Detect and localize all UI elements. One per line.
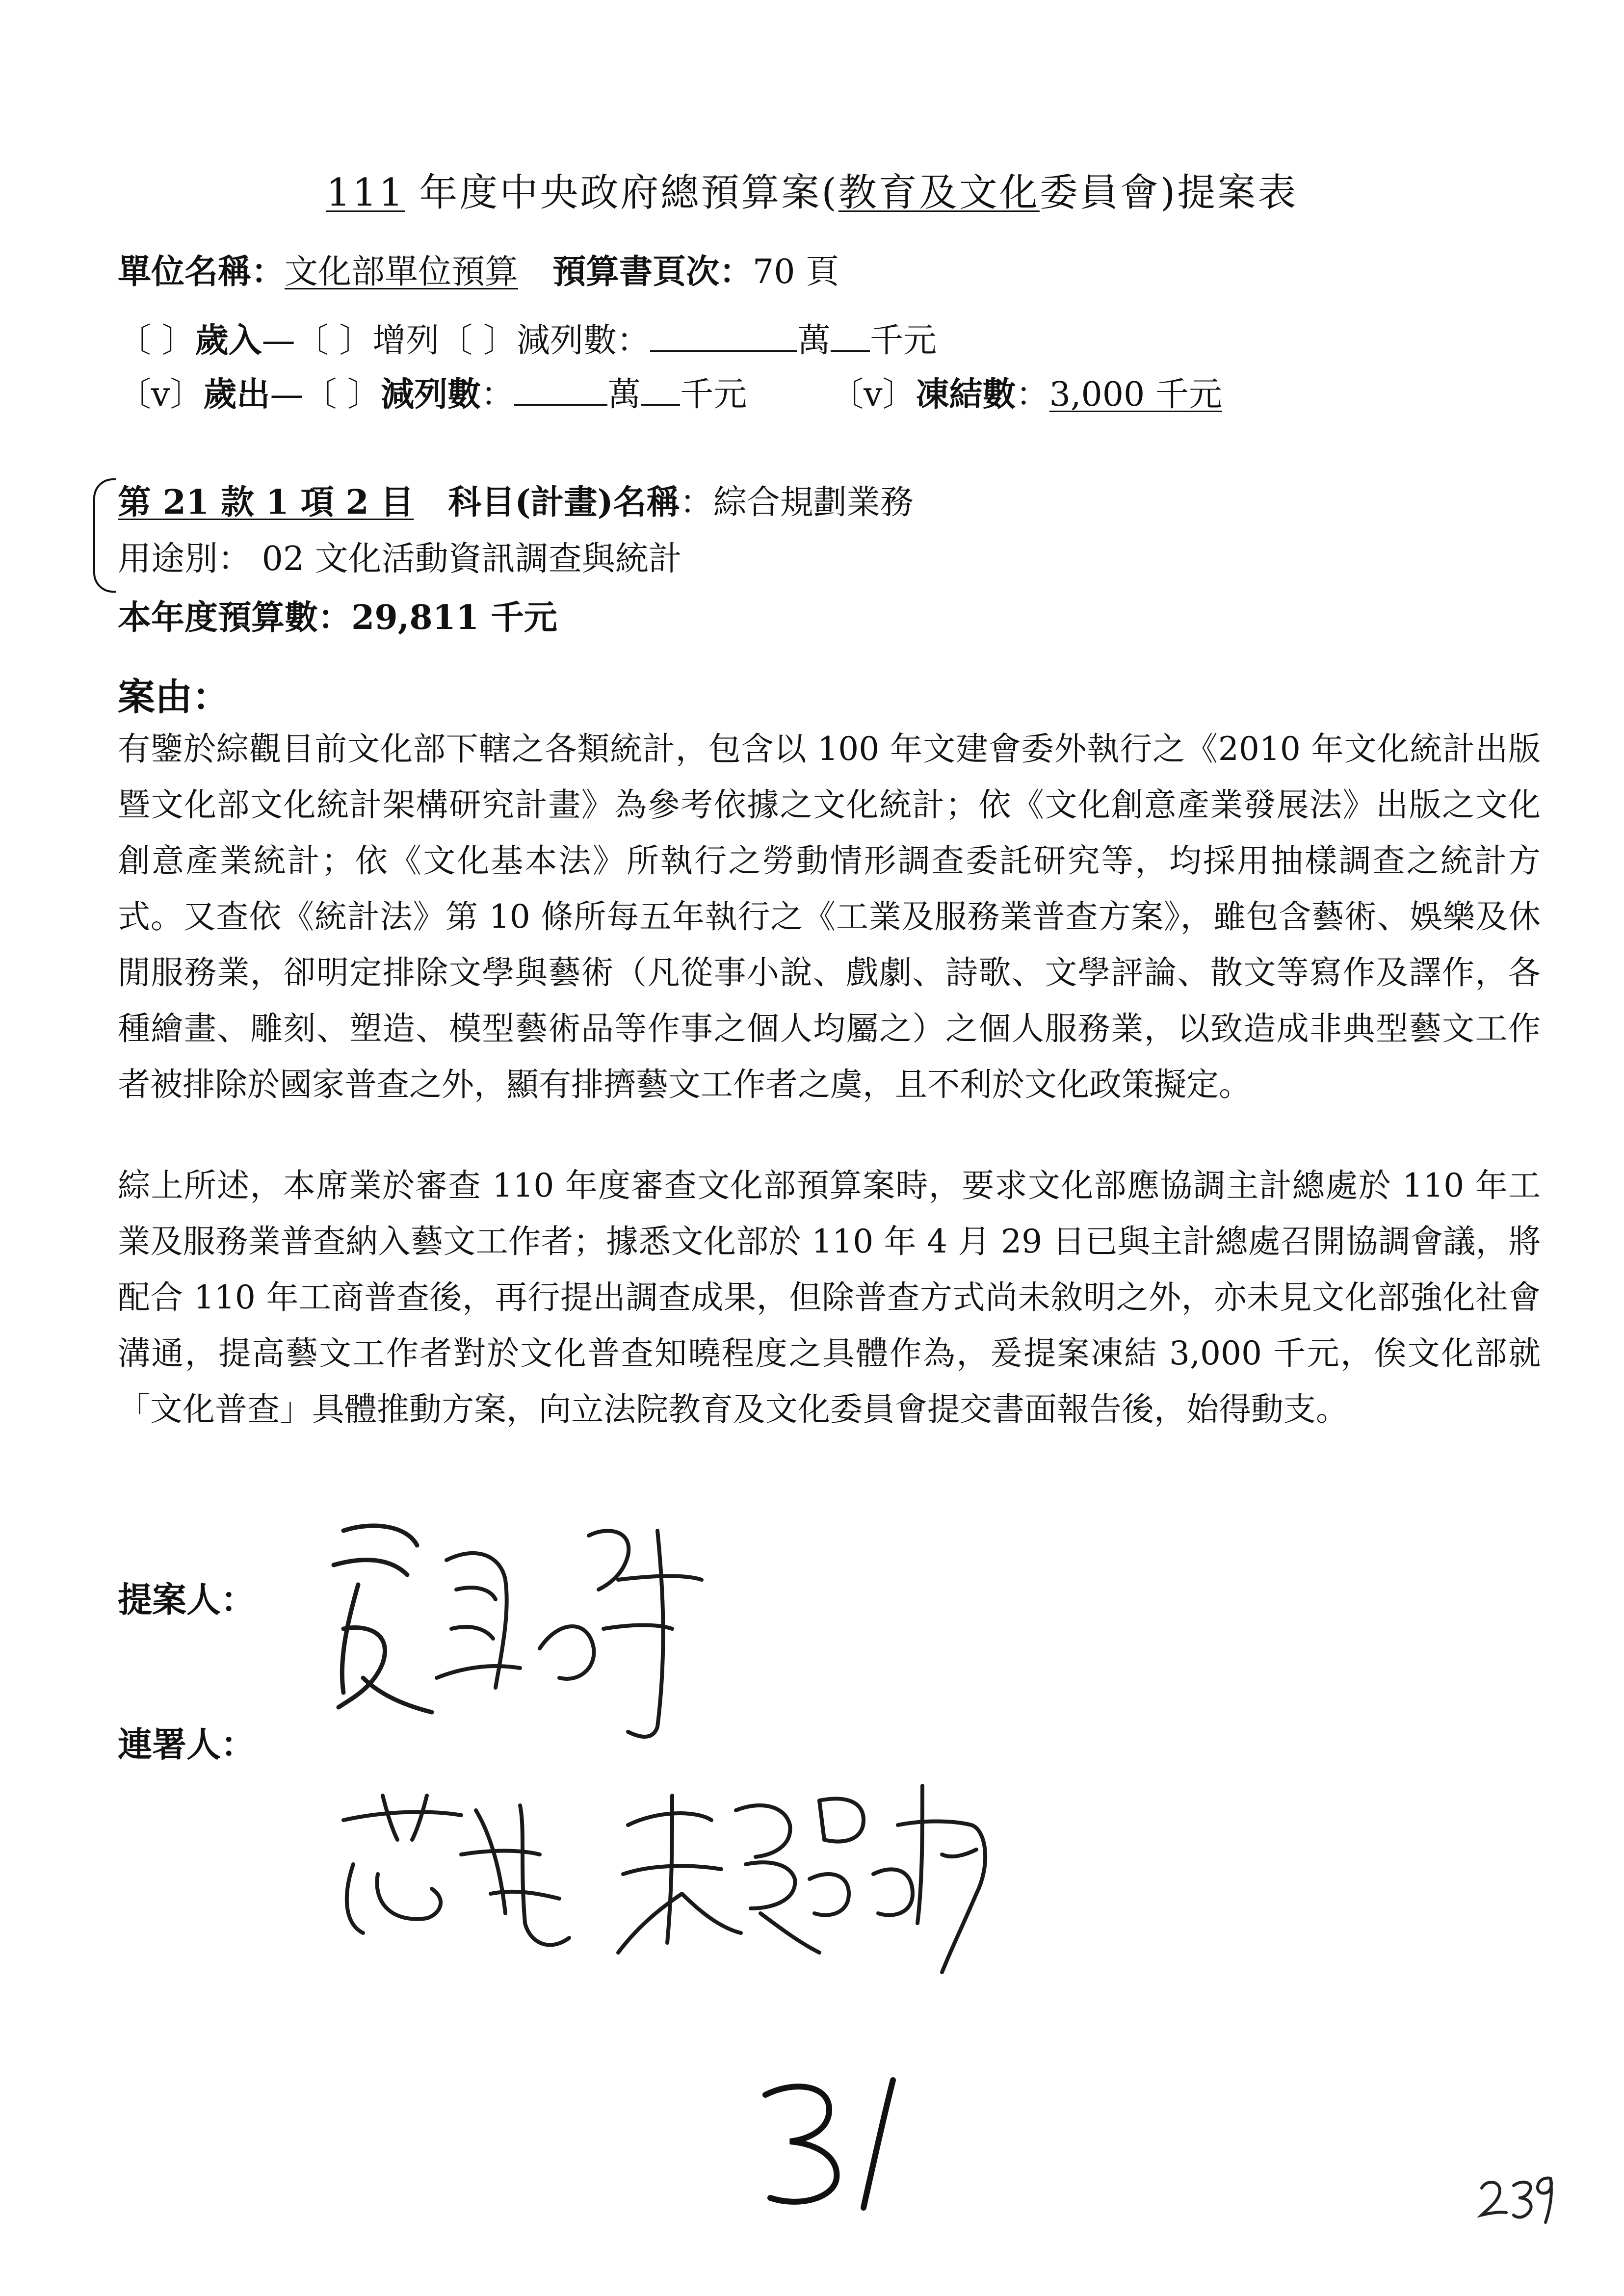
freeze-check: 〔v〕 [830,375,916,414]
revenue-decrease-check: 〔 〕 [439,321,517,360]
revenue-wan-blank [650,322,797,352]
budget-line [118,591,557,639]
unit-value: 文化部單位預算 [285,253,519,291]
revenue-dash: — [262,321,295,360]
handwritten-number-31 [756,2075,913,2215]
handwritten-page-number [1477,2159,1565,2229]
revenue-increase-check: 〔 〕 [295,321,373,360]
revenue-increase-label: 增列 [372,321,440,360]
reason-paragraph-2: 綜上所述，本席業於審查 110 年度審查文化部預算案時，要求文化部應協調主計總處於 110 年工業及服務業普查納入藝文工作者；據悉文化部於 110 年 4 月 29 日已與主計總處召開協調會議，將配合 110 年工商普查後，再行提出調查成果，但除普查方式尚未敘明之外，亦未見文化部強化社會溝通，提高藝文工作者對於文化普查知曉程度之具體作為，爰提案凍結 3,000 千元，俟文化部就「文化普查」具體推動方案，向立法院教育及文化委員會提交書面報告後，始得動支。 [118,1167,1541,1428]
freeze-value: 3,000 千元 [1049,375,1222,414]
item-code: 第 21 款 1 項 2 目 [118,483,414,522]
freeze-label: 凍結數 [916,375,1016,414]
expenditure-label: 歲出 [203,375,270,414]
title-year: 111 [326,171,405,215]
title-committee: 教育及文化 [838,171,1040,215]
expenditure-wan: 萬 [607,375,641,414]
title-after: 委員會)提案表 [1039,171,1298,215]
use-label: 用途別： [118,540,252,578]
revenue-wan: 萬 [797,321,831,360]
expenditure-decrease-check: 〔 〕 [303,375,381,414]
expenditure-line [118,368,1222,416]
revenue-decrease-label: 減列數： [516,321,650,360]
budget-label: 本年度預算數 [118,598,318,637]
budget-value: ：29,811 千元 [318,598,557,637]
document-title [0,162,1624,217]
cosigner-signature-1 [314,1776,589,1984]
unit-label: 單位名稱： [118,252,285,291]
expenditure-dash: — [270,375,304,414]
expenditure-colon: ： [481,375,515,414]
unit-line [118,245,839,293]
expenditure-qian: 千元 [680,375,747,414]
revenue-qian: 千元 [869,321,937,360]
subject-value: 綜合規劃業務 [713,483,914,522]
expenditure-qian-blank [641,376,680,406]
reason-heading: 案由： [118,675,230,719]
title-before: 年度中央政府總預算案( [405,171,838,215]
subject-colon: ： [680,483,713,522]
revenue-label: 歲入 [195,321,262,360]
expenditure-decrease-label: 減列數 [381,375,481,414]
cosigner-label: 連署人： [118,1724,255,1765]
revenue-check: 〔 〕 [118,321,195,360]
item-line [118,476,914,523]
reason-paragraph-1: 有鑒於綜觀目前文化部下轄之各類統計，包含以 100 年文建會委外執行之《2010 年文化統計出版暨文化部文化統計架構研究計畫》為參考依據之文化統計；依《文化創意產業發展法》出版之文化創意產業統計；依《文化基本法》所執行之勞動情形調查委託研究等，均採用抽樣調查之統計方式。又查依《統計法》第 10 條所每五年執行之《工業及服務業普查方案》，雖包含藝術、娛樂及休閒服務業，卻明定排除文學與藝術（凡從事小說、戲劇、詩歌、文學評論、散文等寫作及譯作，各種繪畫、雕刻、塑造、模型藝術品等作事之個人均屬之）之個人服務業，以致造成非典型藝文工作者被排除於國家普查之外，顯有排擠藝文工作者之虞，且不利於文化政策擬定。 [118,730,1541,1103]
use-value: 02 文化活動資訊調查與統計 [251,540,682,578]
page-value: 70 頁 [753,253,839,291]
use-line [118,532,682,580]
page-label: 預算書頁次： [552,252,753,291]
revenue-qian-blank [831,322,870,352]
subject-label: 科目(計畫)名稱 [448,483,680,522]
freeze-colon: ： [1016,375,1049,414]
expenditure-wan-blank [514,376,607,406]
proposer-signature [314,1501,716,1758]
item-bracket [93,478,116,593]
expenditure-check: 〔v〕 [118,375,204,414]
proposer-label: 提案人： [118,1579,255,1620]
cosigner-signature-2 [599,1766,1001,1994]
revenue-line [118,314,937,362]
